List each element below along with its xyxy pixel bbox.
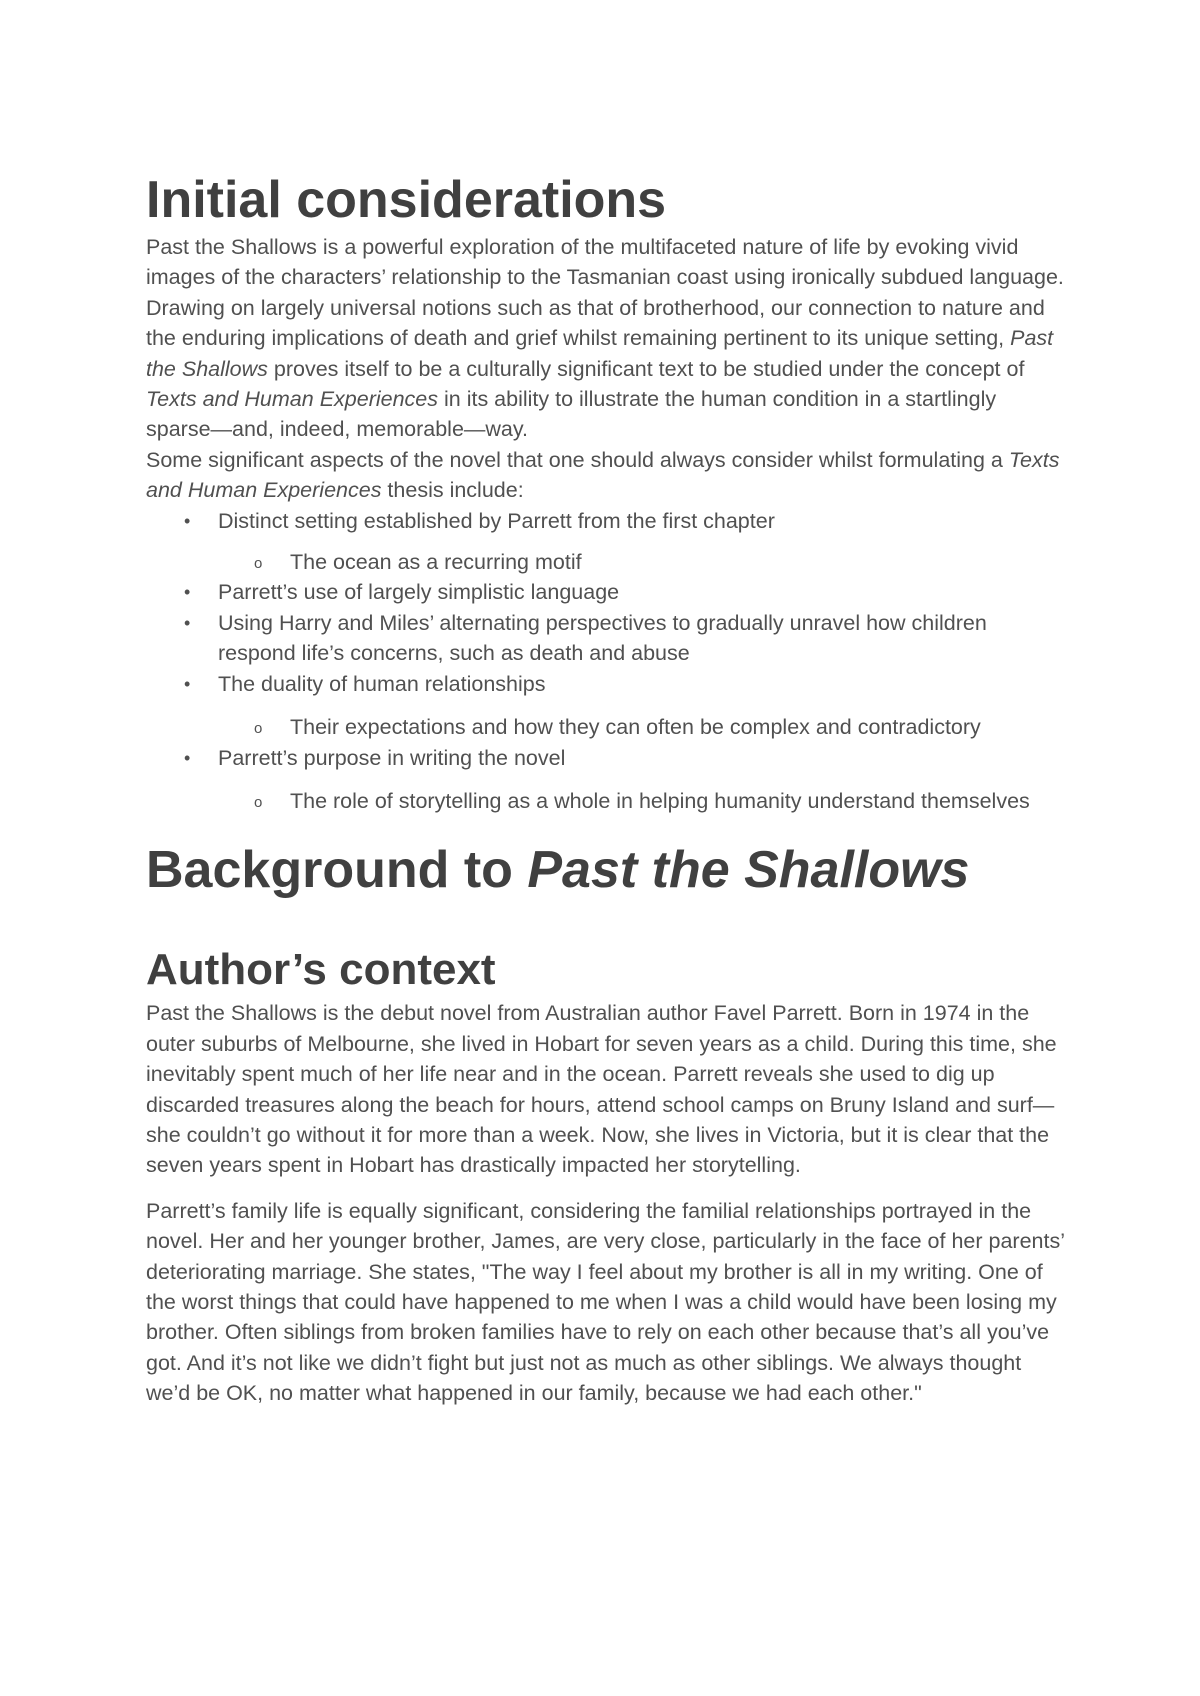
aspects-text-2: thesis include: xyxy=(381,478,524,503)
sub-list-item-text: The role of storytelling as a whole in helping humanity understand themselves xyxy=(290,788,1030,813)
bullet-icon: • xyxy=(184,510,191,531)
aspects-text-1: Some significant aspects of the novel that one should always consider whilst formulating a xyxy=(146,447,1009,472)
heading-initial-considerations: Initial considerations xyxy=(146,171,667,229)
aspects-list-cont xyxy=(146,577,1066,699)
sub-list-item-text: The ocean as a recurring motif xyxy=(290,550,582,575)
heading-authors-context: Author’s context xyxy=(146,945,496,995)
list-item-text: Using Harry and Miles’ alternating perspectives to gradually unravel how children respond life’s concerns, such as death and abuse xyxy=(218,610,987,666)
intro-text-1: Past the Shallows is a powerful exploration of the multifaceted nature of life by evoking vivid images of the characters’ relationship to the Tasmanian coast using ironically subdued language. Drawing on largely universal notions such as that of brotherhood, our connection to nature and the enduring implications of death and grief whilst remaining pertinent to its unique setting, xyxy=(146,235,1064,351)
sub-list xyxy=(146,786,1066,816)
intro-text-3: in its ability to illustrate the human condition in a startlingly sparse—and, indeed, memorable—way. xyxy=(146,387,997,442)
list-item-text: Parrett’s purpose in writing the novel xyxy=(218,745,566,770)
intro-text-2: proves itself to be a culturally significant text to be studied under the concept of xyxy=(267,356,1025,381)
sub-list xyxy=(146,547,1066,577)
intro-novel-title: Past the Shallows xyxy=(146,326,1054,381)
list-item-text: The duality of human relationships xyxy=(218,671,546,696)
list-item xyxy=(146,669,1066,699)
sub-list-item-text: Their expectations and how they can often be complex and contradictory xyxy=(290,715,981,740)
list-item xyxy=(146,608,1066,669)
circle-bullet-icon: o xyxy=(254,793,263,811)
circle-bullet-icon: o xyxy=(254,720,263,738)
heading-background-prefix: Background to xyxy=(146,841,528,900)
aspects-list xyxy=(146,506,1066,536)
list-item-text: Distinct setting established by Parrett from the first chapter xyxy=(218,508,775,533)
author-paragraph-2: Parrett’s family life is equally significant, considering the familial relationships portrayed in the novel. Her and her younger brother, James, are very close, particularly in the face of her parents’ deteriorating marriage. She states, "The way I feel about my brother is all in my writing. One of the worst things that could have happened to me when I was a child would have been losing my brother. Often siblings from broken families have to rely on each other because that’s all you’ve got. And it’s not like we didn’t fight but just not as much as other siblings. We always thought we’d be OK, no matter what happened in our family, because we had each other." xyxy=(146,1198,1065,1406)
aspects-concept: Texts and Human Experiences xyxy=(146,447,1060,503)
aspects-paragraph xyxy=(146,445,1066,506)
bullet-icon: • xyxy=(184,582,191,603)
heading-background xyxy=(146,838,1066,902)
list-item-text: Parrett’s use of largely simplistic language xyxy=(218,580,620,605)
sub-list-item xyxy=(218,547,1066,577)
sub-list xyxy=(146,712,1066,742)
bullet-icon: • xyxy=(184,673,191,694)
sub-list-item xyxy=(218,786,1066,816)
heading-background-title: Past the Shallows xyxy=(527,841,970,900)
list-item xyxy=(146,506,1066,536)
list-item xyxy=(146,577,1066,607)
intro-paragraph xyxy=(146,232,1066,445)
author-paragraph-1: Past the Shallows is the debut novel from Australian author Favel Parrett. Born in 1974 in the outer suburbs of Melbourne, she lived in Hobart for seven years as a child. During this time, she inevitably spent much of her life near and in the ocean. Parrett reveals she used to dig up discarded treasures along the beach for hours, attend school camps on Bruny Island and surf—she couldn’t go without it for more than a week. Now, she lives in Victoria, but it is clear that the seven years spent in Hobart has drastically impacted her storytelling. xyxy=(146,1001,1057,1178)
circle-bullet-icon: o xyxy=(254,555,263,573)
document-page xyxy=(146,168,1066,1409)
bullet-icon: • xyxy=(184,747,191,768)
bullet-icon: • xyxy=(184,612,191,633)
intro-concept: Texts and Human Experiences xyxy=(146,387,439,412)
sub-list-item xyxy=(218,712,1066,742)
list-item xyxy=(146,743,1066,773)
aspects-list-cont xyxy=(146,743,1066,773)
